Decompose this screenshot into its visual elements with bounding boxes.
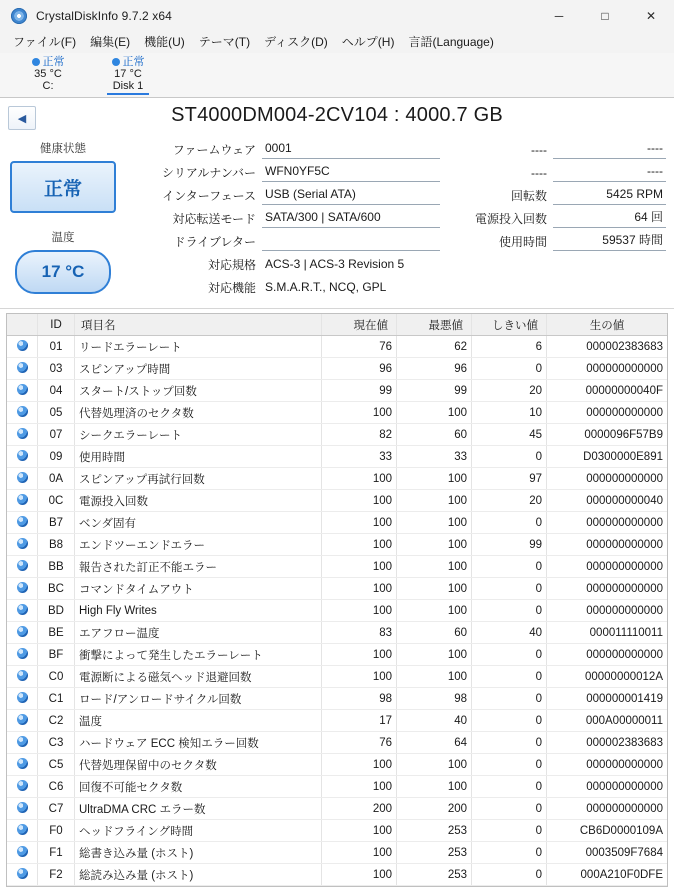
drive-info-left	[130, 136, 440, 297]
cell-threshold: 0	[472, 842, 547, 864]
cell-current: 100	[322, 534, 397, 556]
cell-worst: 100	[397, 512, 472, 534]
info-row-power-count	[450, 205, 666, 228]
info-row-blank2	[450, 159, 666, 182]
cell-id: B7	[38, 512, 75, 534]
cell-id: B8	[38, 534, 75, 556]
cell-id: C5	[38, 754, 75, 776]
info-row-transfer-mode	[130, 205, 440, 228]
cell-threshold: 0	[472, 798, 547, 820]
cell-raw: 0003509F7684	[547, 842, 668, 864]
info-value-standard: ACS-3 | ACS-3 Revision 5	[265, 257, 405, 271]
cell-worst: 64	[397, 732, 472, 754]
cell-id: BD	[38, 600, 75, 622]
status-bullet-icon	[7, 732, 38, 754]
col-worst: 最悪値	[397, 314, 472, 336]
cell-threshold: 0	[472, 358, 547, 380]
status-bullet-icon	[7, 754, 38, 776]
cell-worst: 100	[397, 534, 472, 556]
cell-name: スタート/ストップ回数	[75, 380, 322, 402]
cell-threshold: 20	[472, 380, 547, 402]
cell-raw: 000011110011	[547, 622, 668, 644]
cell-raw: 000000000000	[547, 798, 668, 820]
cell-threshold: 0	[472, 776, 547, 798]
status-bullet-icon	[7, 534, 38, 556]
cell-id: F1	[38, 842, 75, 864]
table-row[interactable]	[7, 798, 667, 820]
cell-name: ハードウェア ECC 検知エラー回数	[75, 732, 322, 754]
cell-raw: 000002383683	[547, 732, 668, 754]
cell-raw: 00000000040F	[547, 380, 668, 402]
cell-id: 0C	[38, 490, 75, 512]
cell-threshold: 10	[472, 402, 547, 424]
status-bullet-icon	[7, 578, 38, 600]
page-title: ST4000DM004-2CV104 : 4000.7 GB	[171, 104, 503, 126]
info-row-drive-letter	[130, 228, 440, 251]
status-bullet-icon	[7, 644, 38, 666]
info-value-power-count: 64 回	[553, 209, 666, 228]
info-row-blank1	[450, 136, 666, 159]
table-header-row	[7, 314, 667, 336]
window-title: CrystalDiskInfo 9.7.2 x64	[36, 8, 172, 23]
cell-worst: 100	[397, 468, 472, 490]
cell-threshold: 99	[472, 534, 547, 556]
status-bullet-icon	[7, 688, 38, 710]
drive-summary-panel	[0, 98, 674, 309]
cell-worst: 99	[397, 380, 472, 402]
cell-id: BC	[38, 578, 75, 600]
info-label-firmware: ファームウェア	[172, 143, 256, 157]
info-value-rotation: 5425 RPM	[553, 186, 666, 205]
cell-current: 100	[322, 578, 397, 600]
status-bullet-icon	[7, 600, 38, 622]
cell-worst: 98	[397, 688, 472, 710]
cell-id: F0	[38, 820, 75, 842]
info-value-features: S.M.A.R.T., NCQ, GPL	[265, 280, 387, 294]
cell-threshold: 0	[472, 710, 547, 732]
table-row[interactable]	[7, 820, 667, 842]
cell-raw: 000002383683	[547, 336, 668, 358]
col-id: ID	[38, 314, 75, 336]
cell-current: 100	[322, 754, 397, 776]
cell-worst: 200	[397, 798, 472, 820]
cell-id: 0A	[38, 468, 75, 490]
info-label-power-count: 電源投入回数	[474, 212, 547, 226]
cell-threshold: 0	[472, 446, 547, 468]
cell-id: C7	[38, 798, 75, 820]
cell-raw: 0000096F57B9	[547, 424, 668, 446]
cell-raw: 000000000000	[547, 402, 668, 424]
status-bullet-icon	[7, 490, 38, 512]
info-row-power-hours	[450, 228, 666, 251]
info-value-blank1: ----	[553, 140, 666, 159]
cell-worst: 33	[397, 446, 472, 468]
health-label: 健康状態	[40, 143, 86, 155]
status-bullet-icon	[7, 864, 38, 886]
health-status-badge[interactable]: 正常	[10, 161, 116, 213]
cell-raw: 000000000000	[547, 358, 668, 380]
cell-id: 03	[38, 358, 75, 380]
cell-name: エアフロー温度	[75, 622, 322, 644]
cell-raw: 000A210F0DFE	[547, 864, 668, 886]
status-bullet-icon	[7, 776, 38, 798]
drive-status-dot-icon	[32, 58, 40, 66]
cell-current: 33	[322, 446, 397, 468]
table-row[interactable]	[7, 578, 667, 600]
cell-current: 100	[322, 600, 397, 622]
cell-threshold: 45	[472, 424, 547, 446]
cell-worst: 100	[397, 578, 472, 600]
info-row-interface	[130, 182, 440, 205]
cell-id: 07	[38, 424, 75, 446]
table-row[interactable]	[7, 864, 667, 886]
cell-name: 温度	[75, 710, 322, 732]
cell-threshold: 0	[472, 820, 547, 842]
col-raw: 生の値	[547, 314, 668, 336]
info-value-power-hours: 59537 時間	[553, 232, 666, 251]
cell-id: C2	[38, 710, 75, 732]
cell-worst: 253	[397, 842, 472, 864]
cell-threshold: 0	[472, 600, 547, 622]
status-bullet-icon	[7, 336, 38, 358]
drive-tab-disk1[interactable]	[88, 53, 168, 95]
cell-raw: 000000000000	[547, 754, 668, 776]
info-label-interface: インターフェース	[162, 189, 256, 203]
cell-name: 回復不可能セクタ数	[75, 776, 322, 798]
drive-label-c: C:	[42, 80, 54, 92]
info-value-firmware: 0001	[262, 140, 440, 159]
table-row[interactable]	[7, 556, 667, 578]
menu-edit[interactable]: 編集(E)	[90, 35, 131, 49]
cell-worst: 60	[397, 622, 472, 644]
cell-worst: 100	[397, 754, 472, 776]
cell-threshold: 0	[472, 578, 547, 600]
cell-current: 100	[322, 556, 397, 578]
table-row[interactable]	[7, 512, 667, 534]
status-bullet-icon	[7, 556, 38, 578]
table-row[interactable]	[7, 424, 667, 446]
status-bullet-icon	[7, 666, 38, 688]
table-row[interactable]	[7, 446, 667, 468]
cell-current: 83	[322, 622, 397, 644]
cell-name: 総書き込み量 (ホスト)	[75, 842, 322, 864]
info-row-firmware	[130, 136, 440, 159]
cell-threshold: 6	[472, 336, 547, 358]
cell-id: BE	[38, 622, 75, 644]
table-row[interactable]	[7, 534, 667, 556]
cell-current: 82	[322, 424, 397, 446]
cell-name: スピンアップ時間	[75, 358, 322, 380]
cell-name: シークエラーレート	[75, 424, 322, 446]
cell-current: 98	[322, 688, 397, 710]
cell-raw: D0300000E891	[547, 446, 668, 468]
cell-current: 100	[322, 666, 397, 688]
cell-id: BB	[38, 556, 75, 578]
cell-worst: 100	[397, 402, 472, 424]
drive-status-c: 正常	[42, 56, 65, 68]
info-label-blank1: ----	[531, 143, 547, 157]
cell-threshold: 0	[472, 864, 547, 886]
cell-current: 100	[322, 776, 397, 798]
cell-raw: 000000001419	[547, 688, 668, 710]
info-label-features: 対応機能	[207, 281, 256, 295]
cell-worst: 253	[397, 864, 472, 886]
table-row[interactable]	[7, 644, 667, 666]
info-label-drive-letter: ドライブレター	[173, 235, 256, 249]
table-row[interactable]	[7, 402, 667, 424]
menu-disk[interactable]: ディスク(D)	[264, 35, 328, 49]
status-bullet-icon	[7, 710, 38, 732]
close-button[interactable]: ✕	[645, 8, 657, 23]
col-current: 現在値	[322, 314, 397, 336]
status-bullet-icon	[7, 468, 38, 490]
status-bullet-icon	[7, 424, 38, 446]
smart-attribute-table[interactable]	[6, 313, 668, 887]
status-bullet-icon	[7, 622, 38, 644]
cell-worst: 60	[397, 424, 472, 446]
cell-worst: 100	[397, 490, 472, 512]
cell-current: 100	[322, 512, 397, 534]
cell-raw: CB6D0000109A	[547, 820, 668, 842]
info-label-rotation: 回転数	[510, 189, 547, 203]
drive-temp-disk1: 17 °C	[114, 68, 142, 80]
cell-name: High Fly Writes	[75, 600, 322, 622]
drive-tab-bar	[0, 53, 674, 98]
cell-raw: 000000000000	[547, 512, 668, 534]
cell-name: 総読み込み量 (ホスト)	[75, 864, 322, 886]
status-bullet-icon	[7, 842, 38, 864]
cell-current: 100	[322, 864, 397, 886]
cell-raw: 000000000000	[547, 600, 668, 622]
cell-threshold: 0	[472, 556, 547, 578]
status-bullet-icon	[7, 820, 38, 842]
cell-current: 99	[322, 380, 397, 402]
menu-function[interactable]: 機能(U)	[144, 35, 185, 49]
cell-id: C0	[38, 666, 75, 688]
health-panel	[8, 140, 118, 294]
info-label-transfer-mode: 対応転送モード	[172, 212, 256, 226]
table-row[interactable]	[7, 336, 667, 358]
info-value-blank2: ----	[553, 163, 666, 182]
cell-id: 05	[38, 402, 75, 424]
drive-label-disk1: Disk 1	[107, 80, 150, 95]
cell-worst: 100	[397, 556, 472, 578]
table-row[interactable]	[7, 490, 667, 512]
drive-info-right	[450, 136, 666, 251]
cell-raw: 000A00000011	[547, 710, 668, 732]
cell-name: 衝撃によって発生したエラーレート	[75, 644, 322, 666]
drive-temp-c: 35 °C	[34, 68, 62, 80]
col-threshold: しきい値	[472, 314, 547, 336]
cell-current: 76	[322, 732, 397, 754]
cell-name: リードエラーレート	[75, 336, 322, 358]
cell-current: 17	[322, 710, 397, 732]
cell-name: ベンダ固有	[75, 512, 322, 534]
info-row-serial	[130, 159, 440, 182]
status-bullet-icon	[7, 380, 38, 402]
cell-current: 100	[322, 490, 397, 512]
cell-current: 100	[322, 468, 397, 490]
cell-current: 200	[322, 798, 397, 820]
status-bullet-icon	[7, 402, 38, 424]
temperature-badge[interactable]: 17 °C	[15, 250, 111, 294]
cell-name: スピンアップ再試行回数	[75, 468, 322, 490]
disc-icon	[11, 8, 27, 24]
cell-name: 電源投入回数	[75, 490, 322, 512]
cell-id: 04	[38, 380, 75, 402]
cell-threshold: 20	[472, 490, 547, 512]
cell-worst: 100	[397, 600, 472, 622]
cell-worst: 96	[397, 358, 472, 380]
cell-current: 100	[322, 842, 397, 864]
table-row[interactable]	[7, 688, 667, 710]
back-button[interactable]: ◀	[8, 106, 36, 130]
cell-worst: 40	[397, 710, 472, 732]
cell-threshold: 0	[472, 512, 547, 534]
table-row[interactable]	[7, 380, 667, 402]
table-row[interactable]	[7, 468, 667, 490]
cell-threshold: 0	[472, 688, 547, 710]
menu-file[interactable]: ファイル(F)	[13, 35, 77, 49]
cell-name: 電源断による磁気ヘッド退避回数	[75, 666, 322, 688]
info-label-serial: シリアルナンバー	[161, 166, 256, 180]
cell-threshold: 0	[472, 666, 547, 688]
info-value-interface: USB (Serial ATA)	[262, 186, 440, 205]
main-body	[0, 98, 674, 893]
cell-id: C3	[38, 732, 75, 754]
menu-language[interactable]: 言語(Language)	[408, 35, 494, 49]
info-label-power-hours: 使用時間	[498, 235, 547, 249]
cell-threshold: 0	[472, 754, 547, 776]
menu-help[interactable]: ヘルプ(H)	[341, 35, 395, 49]
cell-raw: 00000000012A	[547, 666, 668, 688]
cell-raw: 000000000000	[547, 776, 668, 798]
cell-raw: 000000000000	[547, 644, 668, 666]
info-label-blank2: ----	[531, 166, 547, 180]
cell-threshold: 97	[472, 468, 547, 490]
cell-id: C1	[38, 688, 75, 710]
cell-current: 100	[322, 402, 397, 424]
cell-threshold: 0	[472, 644, 547, 666]
info-row-rotation	[450, 182, 666, 205]
cell-current: 96	[322, 358, 397, 380]
cell-raw: 000000000000	[547, 468, 668, 490]
cell-worst: 62	[397, 336, 472, 358]
cell-raw: 000000000040	[547, 490, 668, 512]
cell-id: BF	[38, 644, 75, 666]
title-bar	[0, 0, 674, 31]
table-row[interactable]	[7, 710, 667, 732]
cell-threshold: 40	[472, 622, 547, 644]
cell-worst: 100	[397, 666, 472, 688]
cell-id: 01	[38, 336, 75, 358]
info-value-drive-letter	[262, 232, 440, 251]
info-label-standard: 対応規格	[207, 258, 256, 272]
cell-id: C6	[38, 776, 75, 798]
menu-theme[interactable]: テーマ(T)	[198, 35, 251, 49]
cell-id: F2	[38, 864, 75, 886]
cell-name: 代替処理保留中のセクタ数	[75, 754, 322, 776]
table-row[interactable]	[7, 358, 667, 380]
cell-current: 76	[322, 336, 397, 358]
table-row[interactable]	[7, 666, 667, 688]
status-bullet-icon	[7, 446, 38, 468]
status-bullet-icon	[7, 512, 38, 534]
temperature-label: 温度	[51, 232, 75, 244]
info-row-standard	[130, 251, 440, 274]
cell-raw: 000000000000	[547, 578, 668, 600]
table-row[interactable]	[7, 776, 667, 798]
table-row[interactable]	[7, 754, 667, 776]
cell-current: 100	[322, 644, 397, 666]
cell-name: エンドツーエンドエラー	[75, 534, 322, 556]
col-name: 項目名	[75, 314, 322, 336]
cell-name: ロード/アンロードサイクル回数	[75, 688, 322, 710]
cell-name: 代替処理済のセクタ数	[75, 402, 322, 424]
cell-current: 100	[322, 820, 397, 842]
info-value-serial: WFN0YF5C	[262, 163, 440, 182]
maximize-button[interactable]: □	[601, 8, 609, 23]
cell-name: 報告された訂正不能エラー	[75, 556, 322, 578]
cell-worst: 100	[397, 644, 472, 666]
status-bullet-icon	[7, 358, 38, 380]
cell-threshold: 0	[472, 732, 547, 754]
drive-status-disk1: 正常	[122, 56, 145, 68]
drive-status-dot-icon	[112, 58, 120, 66]
cell-worst: 100	[397, 776, 472, 798]
cell-name: ヘッドフライング時間	[75, 820, 322, 842]
status-bullet-icon	[7, 798, 38, 820]
cell-worst: 253	[397, 820, 472, 842]
drive-tab-c[interactable]	[8, 53, 88, 92]
cell-id: 09	[38, 446, 75, 468]
minimize-button[interactable]: ─	[554, 8, 564, 23]
col-icon	[7, 314, 38, 336]
table-row[interactable]	[7, 600, 667, 622]
info-value-transfer-mode: SATA/300 | SATA/600	[262, 209, 440, 228]
table-row[interactable]	[7, 732, 667, 754]
table-row[interactable]	[7, 842, 667, 864]
info-row-features	[130, 274, 440, 297]
cell-name: コマンドタイムアウト	[75, 578, 322, 600]
menu-bar	[0, 31, 674, 53]
cell-name: 使用時間	[75, 446, 322, 468]
table-row[interactable]	[7, 622, 667, 644]
cell-raw: 000000000000	[547, 556, 668, 578]
cell-name: UltraDMA CRC エラー数	[75, 798, 322, 820]
cell-raw: 000000000000	[547, 534, 668, 556]
